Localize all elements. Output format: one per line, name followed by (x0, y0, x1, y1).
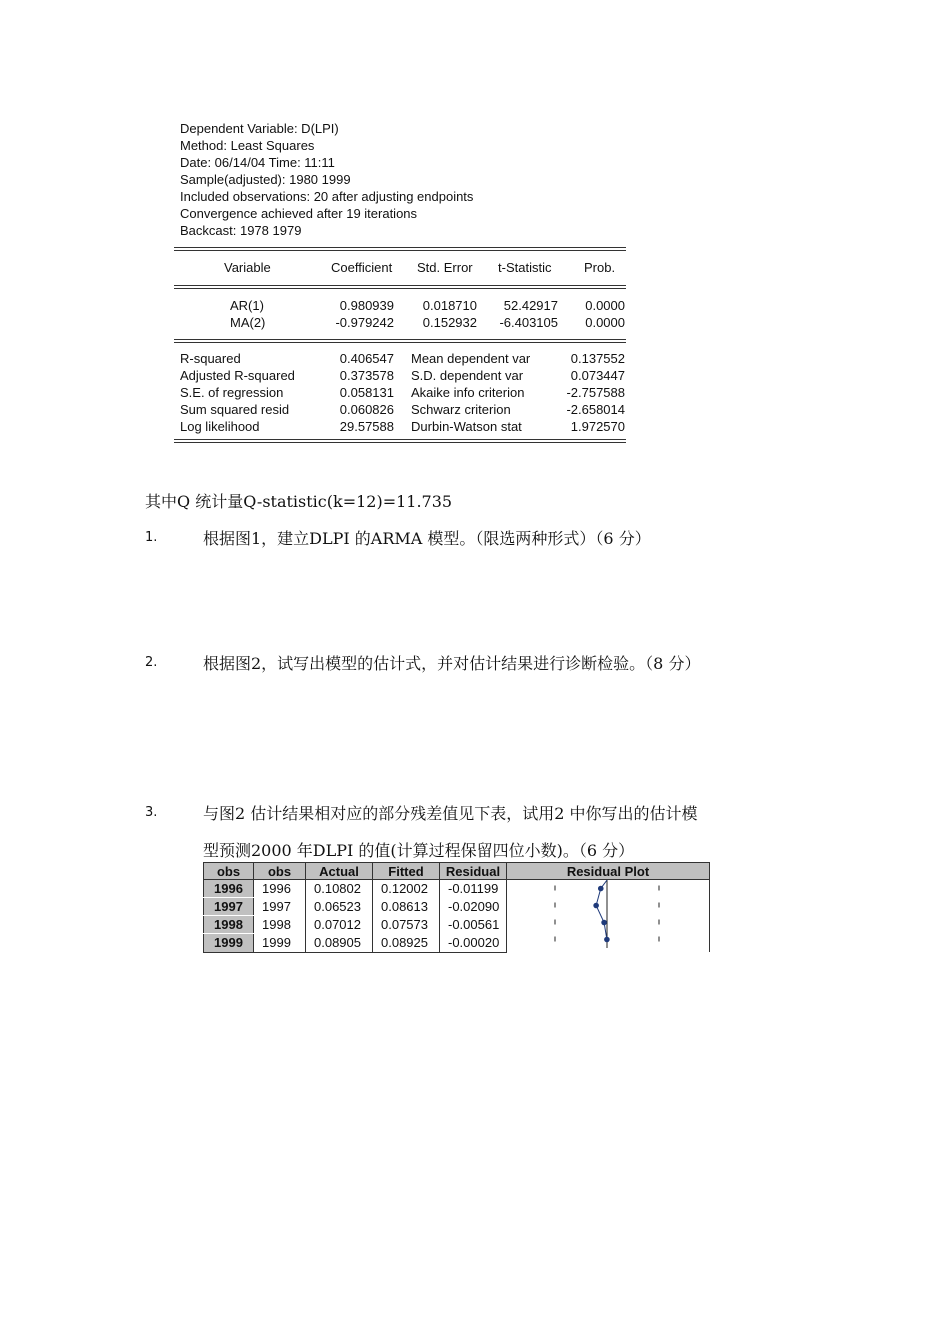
rule (174, 285, 626, 289)
row-obs-label: 1999 (204, 934, 254, 952)
header-line: Convergence achieved after 19 iterations (180, 206, 418, 221)
stat-row (180, 384, 630, 401)
header-line: Backcast: 1978 1979 (180, 223, 302, 238)
table-row (204, 880, 710, 898)
question-3-number: 3. (145, 805, 158, 820)
residual-plot (507, 880, 710, 953)
header-line: Date: 06/14/04 Time: 11:11 (180, 155, 335, 170)
row-obs-label: 1996 (204, 880, 254, 898)
header-obs: obs (204, 863, 254, 880)
cell-residual: -0.01199 (440, 880, 507, 898)
coef-variable: AR(1) (230, 298, 264, 313)
residual-point (601, 920, 607, 926)
cell-residual: -0.00020 (440, 934, 507, 952)
cell-residual: -0.00561 (440, 916, 507, 934)
stat-row (180, 401, 630, 418)
header-residual: Residual (440, 863, 507, 880)
coef-t-stat: 52.42917 (503, 298, 558, 313)
residual-plot-svg (507, 880, 709, 948)
header-residual-plot: Residual Plot (507, 863, 710, 880)
stat-value-2: -2.757588 (566, 385, 625, 400)
stat-row (180, 418, 630, 435)
row-obs-label: 1998 (204, 916, 254, 934)
cell-fitted: 0.12002 (373, 880, 440, 898)
stat-value: 29.57588 (339, 419, 394, 434)
coef-variable: MA(2) (230, 315, 266, 330)
cell-actual: 0.06523 (306, 898, 373, 916)
stat-label-2: Akaike info criterion (411, 385, 525, 400)
question-1: 根据图1，建立DLPI 的ARMA 模型。（限选两种形式）（6 分） (203, 529, 651, 548)
stat-label-2: Schwarz criterion (411, 402, 511, 417)
header-actual: Actual (306, 863, 373, 880)
col-variable: Variable (224, 260, 271, 275)
stat-value: 0.058131 (339, 385, 394, 400)
rule (174, 247, 626, 251)
col-t-statistic: t-Statistic (498, 260, 552, 275)
cell-obs: 1996 (254, 880, 306, 898)
stat-value: 0.406547 (339, 351, 394, 366)
coef-t-stat: -6.403105 (499, 315, 558, 330)
stat-value-2: 0.137552 (570, 351, 625, 366)
cell-obs: 1997 (254, 898, 306, 916)
stat-value: 0.060826 (339, 402, 394, 417)
coef-row-ar1 (180, 297, 630, 314)
cell-obs: 1998 (254, 916, 306, 934)
eviews-output (180, 120, 630, 443)
stat-label: R-squared (180, 351, 241, 366)
col-std-error: Std. Error (417, 260, 473, 275)
stat-value-2: 0.073447 (570, 368, 625, 383)
residual-point (598, 886, 604, 892)
coef-std-error: 0.152932 (422, 315, 477, 330)
coef-value: 0.980939 (339, 298, 394, 313)
col-prob: Prob. (584, 260, 616, 275)
cell-actual: 0.07012 (306, 916, 373, 934)
residual-point (593, 903, 599, 909)
header-line: Included observations: 20 after adjusting endpoints (180, 189, 474, 204)
cell-fitted: 0.07573 (373, 916, 440, 934)
header-line: Method: Least Squares (180, 138, 315, 153)
row-obs-label: 1997 (204, 898, 254, 916)
coef-std-error: 0.018710 (422, 298, 477, 313)
coef-row-ma2 (180, 314, 630, 331)
cell-obs: 1999 (254, 934, 306, 952)
cell-fitted: 0.08613 (373, 898, 440, 916)
stat-label-2: Durbin-Watson stat (411, 419, 522, 434)
stat-label: Adjusted R-squared (180, 368, 295, 383)
stat-value: 0.373578 (339, 368, 394, 383)
question-3-line-2: 型预测2000 年DLPI 的值(计算过程保留四位小数)。（6 分） (203, 841, 635, 860)
stat-row (180, 367, 630, 384)
coef-value: -0.979242 (335, 315, 394, 330)
rule (174, 439, 626, 443)
question-2: 根据图2，试写出模型的估计式，并对估计结果进行诊断检验。（8 分） (203, 654, 701, 673)
cell-actual: 0.10802 (306, 880, 373, 898)
stat-label-2: S.D. dependent var (411, 368, 524, 383)
header-obs: obs (254, 863, 306, 880)
header-line: Dependent Variable: D(LPI) (180, 121, 339, 136)
stat-label: Log likelihood (180, 419, 260, 434)
header-fitted: Fitted (373, 863, 440, 880)
question-1-number: 1. (145, 530, 158, 545)
column-headers (180, 259, 630, 276)
stat-value-2: 1.972570 (570, 419, 625, 434)
coef-prob: 0.0000 (585, 315, 625, 330)
stat-row (180, 350, 630, 367)
cell-fitted: 0.08925 (373, 934, 440, 952)
stat-value-2: -2.658014 (566, 402, 625, 417)
stat-label: S.E. of regression (180, 385, 284, 400)
residual-table (203, 862, 710, 953)
question-2-number: 2. (145, 655, 158, 670)
stat-label: Sum squared resid (180, 402, 290, 417)
q-statistic-line: 其中Q 统计量Q-statistic(k=12)=11.735 (145, 492, 453, 511)
coef-prob: 0.0000 (585, 298, 625, 313)
residual-point (604, 937, 610, 943)
output-header (180, 120, 630, 239)
question-3-line-1: 与图2 估计结果相对应的部分残差值见下表，试用2 中你写出的估计模 (203, 804, 698, 823)
cell-actual: 0.08905 (306, 934, 373, 952)
stat-label-2: Mean dependent var (411, 351, 531, 366)
rule (174, 339, 626, 343)
cell-residual: -0.02090 (440, 898, 507, 916)
residual-header-row (204, 863, 710, 880)
header-line: Sample(adjusted): 1980 1999 (180, 172, 351, 187)
col-coefficient: Coefficient (331, 260, 393, 275)
